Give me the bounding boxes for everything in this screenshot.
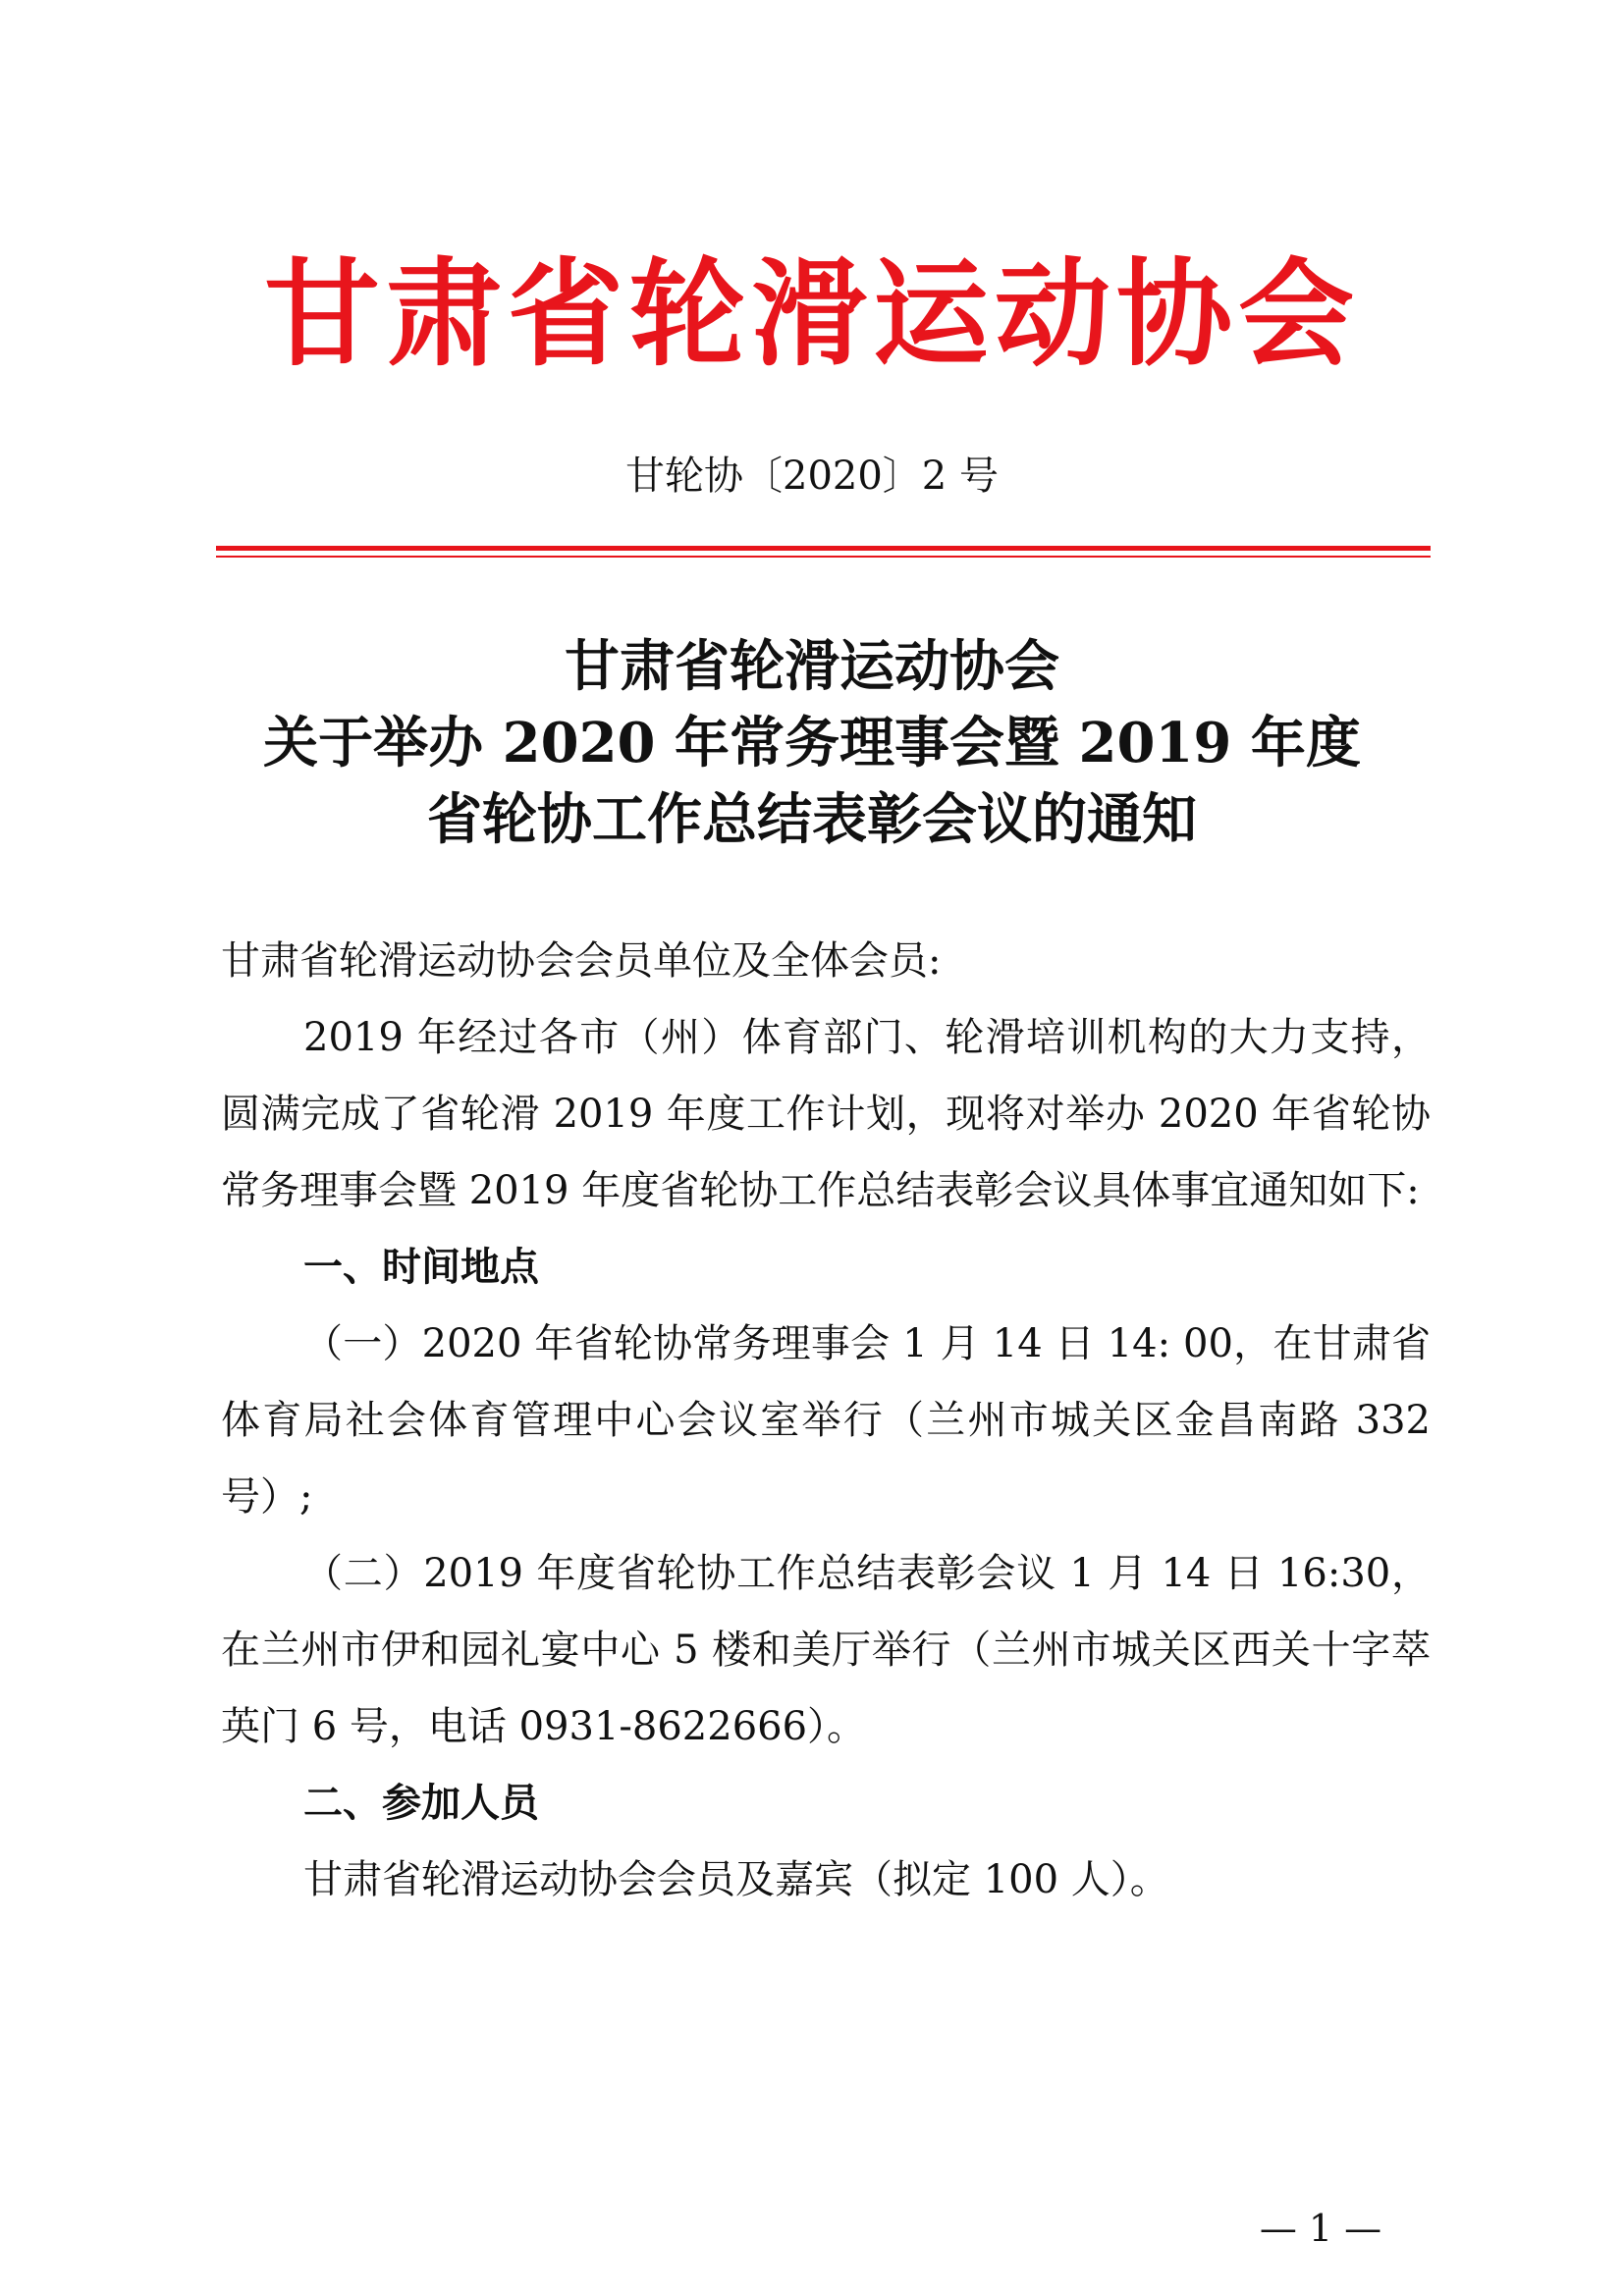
document-number: 甘轮协〔2020〕2 号 (625, 454, 999, 499)
masthead-org-name: 甘肃省轮滑运动协会 (263, 246, 1360, 382)
section-heading-time-place: 一、时间地点 (303, 1245, 539, 1290)
page-number: — 1 — (1259, 2207, 1382, 2250)
red-divider-thick (216, 546, 1431, 551)
section1-item-1: （一）2020 年省轮协常务理事会 1 月 14 日 14: 00，在甘肃省体育局社会体育管理中心会议室举行（兰州市城关区金昌南路 332 号）; (221, 1321, 1431, 1520)
title-line-1: 甘肃省轮滑运动协会 (565, 634, 1059, 699)
section1-item-2: （二）2019 年度省轮协工作总结表彰会议 1 月 14 日 16:30，在兰州市伊和园礼宴中心 5 楼和美厅举行（兰州市城关区西关十字萃英门 6 号，电话 0931-8622666）。 (221, 1551, 1431, 1749)
notice-title (0, 628, 1624, 858)
intro-paragraph: 2019 年经过各市（州）体育部门、轮滑培训机构的大力支持，圆满完成了省轮滑 2019 年度工作计划，现将对举办 2020 年省轮协常务理事会暨 2019 年度省轮协工作总结表彰会议具体事宜通知如下: (221, 1015, 1431, 1213)
title-line-2: 关于举办 2020 年常务理事会暨 2019 年度 (263, 711, 1361, 775)
title-line-3: 省轮协工作总结表彰会议的通知 (427, 787, 1197, 852)
section-heading-attendees: 二、参加人员 (303, 1781, 539, 1826)
salutation: 甘肃省轮滑运动协会会员单位及全体会员: (221, 938, 942, 984)
section2-text: 甘肃省轮滑运动协会会员及嘉宾（拟定 100 人）。 (303, 1857, 1169, 1902)
notice-body (221, 923, 1431, 1918)
red-divider-thin (216, 556, 1431, 558)
